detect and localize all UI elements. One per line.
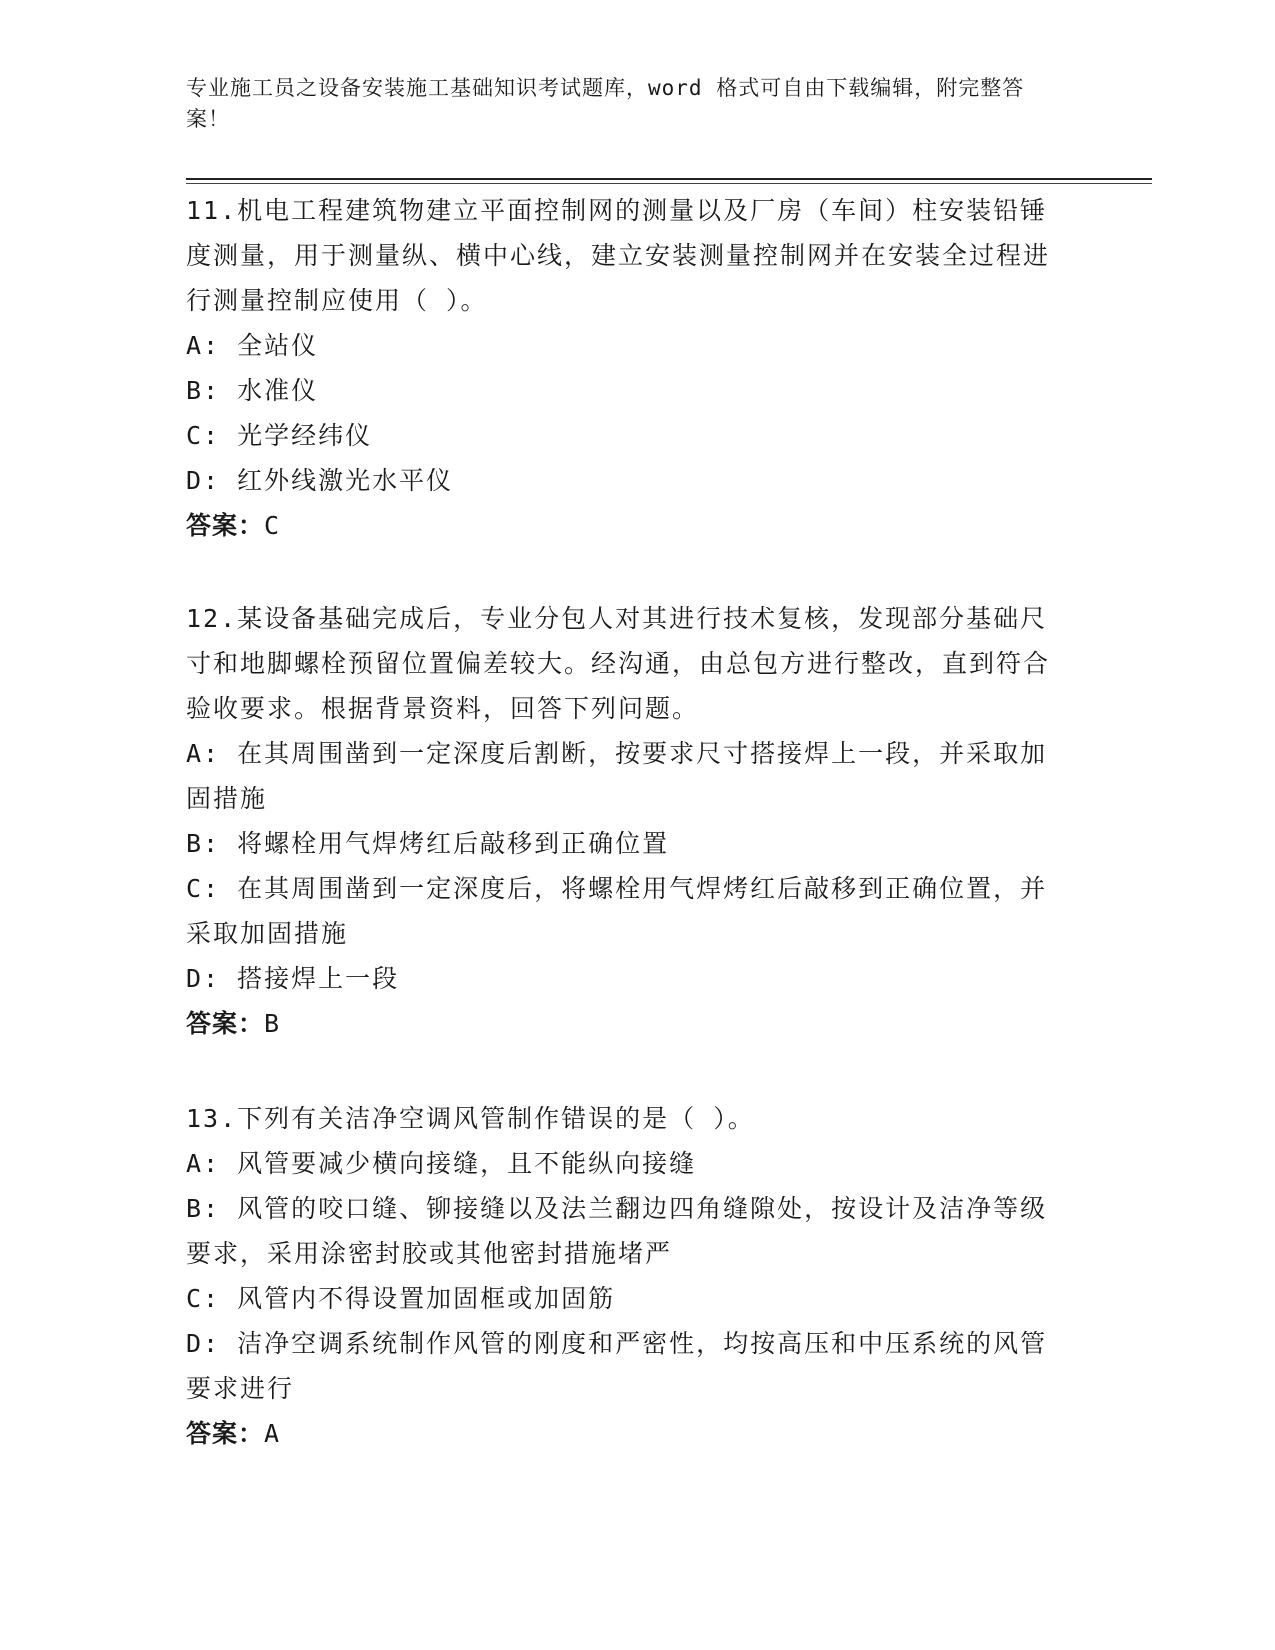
answer-label: 答案：	[186, 511, 265, 540]
option-b: B: 风管的咬口缝、铆接缝以及法兰翻边四角缝隙处，按设计及洁净等级要求，采用涂密封胶或其他密封措施堵严	[186, 1194, 1048, 1268]
option-a: A: 在其周围凿到一定深度后割断，按要求尺寸搭接焊上一段，并采取加固措施	[186, 739, 1048, 813]
option-c: C: 光学经纬仪	[186, 421, 373, 450]
answer-line	[186, 1411, 1066, 1456]
document-header	[186, 73, 1066, 135]
answer-value: C	[264, 511, 281, 540]
question-13	[186, 1096, 1066, 1456]
option-c: C: 在其周围凿到一定深度后，将螺栓用气焊烤红后敲移到正确位置，并采取加固措施	[186, 874, 1048, 948]
header-text: 专业施工员之设备安装施工基础知识考试题库，word 格式可自由下载编辑，附完整答案！	[186, 76, 1025, 131]
header-divider-thick	[186, 178, 1152, 180]
option-d: D: 搭接焊上一段	[186, 964, 400, 993]
answer-line	[186, 1001, 1066, 1046]
option-b: B: 将螺栓用气焊烤红后敲移到正确位置	[186, 829, 670, 858]
question-11	[186, 188, 1066, 548]
question-stem: 12.某设备基础完成后，专业分包人对其进行技术复核，发现部分基础尺寸和地脚螺栓预留位置偏差较大。经沟通，由总包方进行整改，直到符合验收要求。根据背景资料，回答下列问题。	[186, 604, 1051, 723]
option-c: C: 风管内不得设置加固框或加固筋	[186, 1284, 616, 1313]
option-d: D: 红外线激光水平仪	[186, 466, 454, 495]
answer-value: A	[264, 1419, 281, 1448]
question-12	[186, 596, 1066, 1046]
question-stem: 13.下列有关洁净空调风管制作错误的是（ ）。	[186, 1104, 755, 1133]
option-b: B: 水准仪	[186, 376, 319, 405]
answer-value: B	[264, 1009, 281, 1038]
option-a: A: 风管要减少横向接缝，且不能纵向接缝	[186, 1149, 697, 1178]
header-divider-thin	[186, 183, 1152, 184]
question-stem: 11.机电工程建筑物建立平面控制网的测量以及厂房（车间）柱安装铅锤度测量，用于测量纵、横中心线，建立安装测量控制网并在安装全过程进行测量控制应使用（ ）。	[186, 196, 1051, 315]
answer-label: 答案：	[186, 1009, 265, 1038]
answer-label: 答案：	[186, 1419, 265, 1448]
answer-line	[186, 503, 1066, 548]
option-d: D: 洁净空调系统制作风管的刚度和严密性，均按高压和中压系统的风管要求进行	[186, 1329, 1048, 1403]
option-a: A: 全站仪	[186, 331, 319, 360]
